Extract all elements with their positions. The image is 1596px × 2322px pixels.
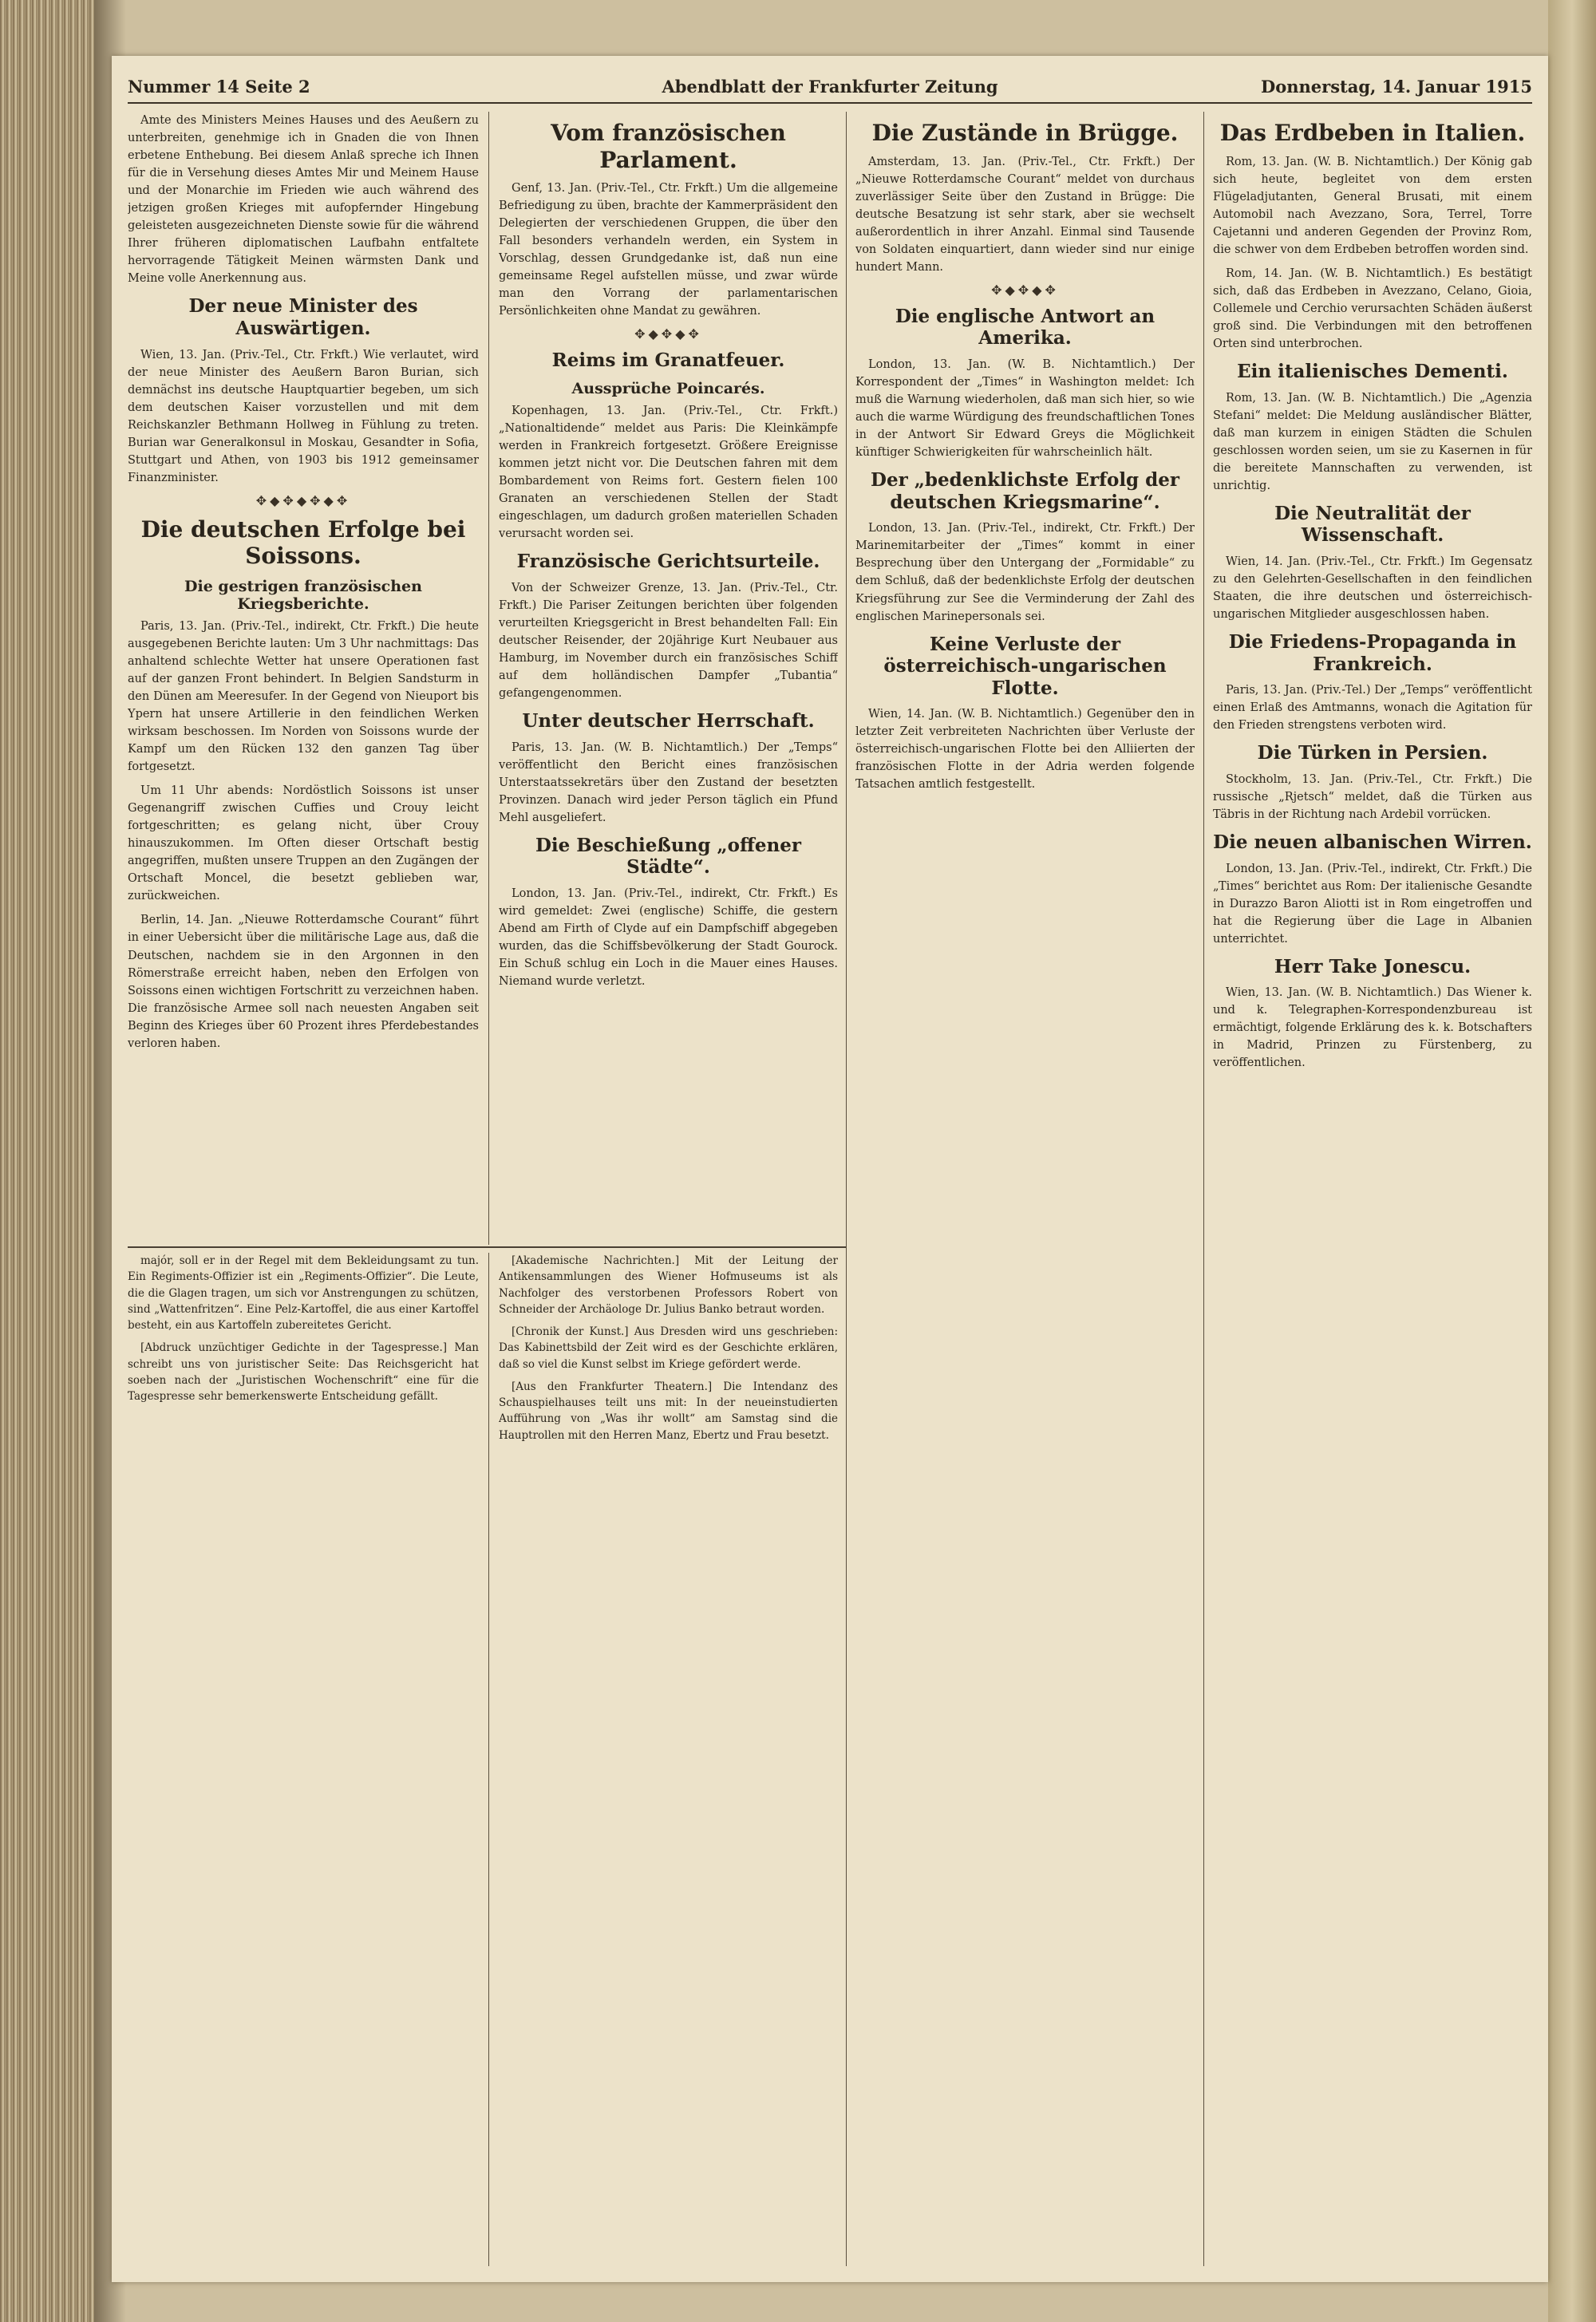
headline: Die Beschießung „offener Städte“. [535,834,801,879]
column-rule [488,112,489,1245]
divider-ornament: ✥◆✥◆✥◆✥ [255,492,351,508]
feuilleton-text: majór, soll er in der Regel mit dem Bekleidungsamt zu tun. Ein Regiments-Offizier ist ein „Regiments-Offizier“. Die Leute, die die Glagen tragen, um sich vor Anstrengungen zu schützen, sind „Wattenfritzen“. Eine Pelz-Kartoffel, die aus einer Kartoffel besteht, ein aus Kartoffeln zubereitetes Gericht. [128,1254,479,1332]
feuilleton-text: [Akademische Nachrichten.] Mit der Leitung der Antikensammlungen des Wiener Hofmuseums ist als Nachfolger des verstorbenen Professors Robert von Schneider der Archäologe Dr. Julius Banko betraut worden. [499,1254,838,1316]
feuilleton-rule [128,1246,846,1248]
article-text: London, 13. Jan. (W. B. Nichtamtlich.) Der Korrespondent der „Times“ in Washington meldet: Ich muß die Warnung wiederholen, daß man sich hier, so wie auch die warme Würdigung des freundschaftlichen Tones in der Antwort Sir Edward Greys die Möglichkeit künftiger Schwierigkeiten für wahrscheinlich hält. [855,358,1195,460]
article-text: Wien, 14. Jan. (Priv.-Tel., Ctr. Frkft.) Im Gegensatz zu den Gelehrten-Gesellschaften in den feindlichen Staaten, die ihre deutschen und österreichisch-ungarischen Mitglieder ausgeschlossen haben. [1213,555,1532,621]
headline: Die Friedens-Propaganda in Frankreich. [1228,631,1517,675]
feuilleton-text: [Abdruck unzüchtiger Gedichte in der Tagespresse.] Man schreibt uns von juristischer Seite: Das Reichsgericht hat soeben nach der „Juristischen Wochenschrift“ eine für die Tagespresse sehr bemerkenswerte Entscheidung gefällt. [128,1341,479,1403]
article-text: Genf, 13. Jan. (Priv.-Tel., Ctr. Frkft.) Um die allgemeine Befriedigung zu üben, brachte der Kammerpräsident den Delegierten der verschiedenen Gruppen, die über den Fall besonders verhandeln werden, ein System in Vorschlag, dessen Grundgedanke ist, daß nun eine gemeinsame Regel aufstellen müsse, und zwar würde man den Vorrang der parlamentarischen Persönlichkeiten ohne Mandat zu gewähren. [499,182,838,318]
article-text: Wien, 14. Jan. (W. B. Nichtamtlich.) Gegenüber den in letzter Zeit verbreiteten Nachrichten über Verluste der österreichisch-ungarischen Flotte bei den Alliierten der französischen Flotte in der Adria werden folgende Tatsachen amtlich festgestellt. [855,708,1195,792]
headline: Die englische Antwort an Amerika. [895,305,1156,349]
headline: Die neuen albanischen Wirren. [1213,831,1532,853]
headline: Der neue Minister des Auswärtigen. [188,295,418,339]
article-text: Wien, 13. Jan. (W. B. Nichtamtlich.) Das Wiener k. und k. Telegraphen-Korrespondenzbureau ist ermächtigt, folgende Erklärung des k. k. Botschafters in Madrid, Prinzen zu Fürstenberg, zu veröffentlichen. [1213,986,1532,1070]
column-2 [499,112,838,1241]
divider-ornament: ✥◆✥◆✥ [991,282,1059,298]
headline: Die Türken in Persien. [1257,742,1488,764]
article-text: Amte des Ministers Meines Hauses und des Aeußern zu unterbreiten, genehmige ich in Gnaden die von Ihnen erbetene Enthebung. Bei diesem Anlaß spreche ich Ihnen für die in Versehung dieses Amtes Mir und Meinem Hause und der Monarchie im Frieden wie auch während des jetzigen großen Krieges mit aufopfernder Hingebung geleisteten ausgezeichneten Dienste sowie für die während Ihrer früheren diplomatischen Laufbahn entfaltete hervorragende Tätigkeit Meinen wärmsten Dank und Meine volle Anerkennung aus. [128,114,479,286]
headline: Ein italienisches Dementi. [1237,360,1508,382]
subheadline: Aussprüche Poincarés. [571,380,765,398]
issue-page-number: Nummer 14 Seite 2 [128,77,310,97]
column-3 [855,112,1195,2258]
column-rule [1203,112,1204,2266]
headline: Das Erdbeben in Italien. [1219,120,1526,146]
issue-date: Donnerstag, 14. Januar 1915 [1261,77,1532,97]
headline: Vom französischen Parlament. [551,120,786,173]
headline: Unter deutscher Herrschaft. [522,710,815,733]
headline: Die Zustände in Brügge. [871,120,1179,146]
article-text: Rom, 13. Jan. (W. B. Nichtamtlich.) Die „Agenzia Stefani“ meldet: Die Meldung ausländischer Blätter, daß man kurzem in einigen Städten die Schulen geschlossen worden seien, um sie zu Kasernen in für die bereitete Mannschaften zu verwenden, ist unrichtig. [1213,391,1532,492]
article-text: London, 13. Jan. (Priv.-Tel., indirekt, Ctr. Frkft.) Die „Times“ berichtet aus Rom: Der italienische Gesandte in Durazzo Baron Aliotti ist in Rom eingetroffen und hat die Regierung über die Lage in Albanien unterrichtet. [1213,862,1532,946]
article-text: Um 11 Uhr abends: Nordöstlich Soissons ist unser Gegenangriff zwischen Cuffies und Crouy leicht fortgeschritten; es gelang nicht, über Crouy hinauszukommen. Im Often dieser Ortschaft bestig angegriffen, mußten unsere Truppen an den Zugängen der Ortschaft Moncel, die besetzt geblieben war, zurückweichen. [128,784,479,903]
headline: Die deutschen Erfolge bei Soissons. [140,515,466,570]
headline: Der „bedenklichste Erfolg der deutschen Kriegsmarine“. [871,469,1179,513]
column-1 [128,112,479,1241]
feuilleton-left [128,1253,479,2266]
article-text: Von der Schweizer Grenze, 13. Jan. (Priv.-Tel., Ctr. Frkft.) Die Pariser Zeitungen berichten über folgenden verurteilten Kriegsgericht in Brest behandelten Fall: Ein deutscher Reisender, der 20jährige Kurt Neubauer aus Hamburg, im November durch ein französisches Schiff auf dem holländischen Dampfer „Tubantia“ gefangengenommen. [499,581,838,701]
page-edge [1548,0,1596,2322]
article-text: Paris, 13. Jan. (Priv.-Tel.) Der „Temps“ veröffentlicht einen Erlaß des Amtmanns, wonach die Agitation für den Frieden strengstens verboten wird. [1213,684,1532,733]
newspaper-page [112,56,1548,2282]
article-text: Rom, 14. Jan. (W. B. Nichtamtlich.) Es bestätigt sich, daß das Erdbeben in Avezzano, Celano, Gioia, Collemele und Cerchio verursachten Schäden äußerst groß sind. Die Verbindungen mit den betroffenen Orten sind unterbrochen. [1213,267,1532,350]
feuilleton-text: [Chronik der Kunst.] Aus Dresden wird uns geschrieben: Das Kabinettsbild der Zeit wird es der Geschichte erklären, daß so viel die Kunst selbst im Kriege gefördert werde. [499,1325,838,1371]
subheadline: Die gestrigen französischen Kriegsberichte. [184,577,422,613]
article-text: Kopenhagen, 13. Jan. (Priv.-Tel., Ctr. Frkft.) „Nationaltidende“ meldet aus Paris: Die Kleinkämpfe werden in Frankreich fortgesetzt. Größere Ereignisse kommen jetzt nicht vor. Die Deutschen fahren mit dem Bombardement von Reims fort. Gestern fielen 100 Granaten an verschiedenen Stellen der Stadt eingeschlagen, um dadurch großen materiellen Schaden verursacht worden sei. [499,405,838,541]
article-text: Berlin, 14. Jan. „Nieuwe Rotterdamsche Courant“ führt in einer Uebersicht über die militärische Lage aus, daß die Deutschen, nachdem sie in den Argonnen in den Römerstraße erreicht haben, neben den Erfolgen von Soissons einen wichtigen Fortschritt zu verzeichnen haben. Die französische Armee soll nach neuesten Angaben seit Beginn des Krieges über 60 Prozent ihres Pferdebestandes verloren haben. [128,914,479,1050]
article-text: Paris, 13. Jan. (Priv.-Tel., indirekt, Ctr. Frkft.) Die heute ausgegebenen Berichte lauten: Um 3 Uhr nachmittags: Das anhaltend schlechte Wetter hat unsere Operationen fast auf der ganzen Front behindert. In Belgien Sandsturm in den Dünen am Meeresufer. In der Gegend von Nieuport bis Ypern hat unsere Artillerie in den feindlichen Werken wirksam beschossen. Im Norden von Soissons wurde der Kampf um den Rücken 132 den ganzen Tag über fortgesetzt. [128,619,479,774]
masthead [128,70,1532,104]
article-text: Stockholm, 13. Jan. (Priv.-Tel., Ctr. Frkft.) Die russische „Rjetsch“ meldet, daß die Türken aus Täbris in der Richtung nach Ardebil vorrücken. [1213,772,1532,821]
headline: Reims im Granatfeuer. [551,349,785,372]
headline: Französische Gerichtsurteile. [516,551,820,573]
article-text: Wien, 13. Jan. (Priv.-Tel., Ctr. Frkft.) Wie verlautet, wird der neue Minister des Aeußern Baron Burian, sich demnächst ins deutsche Hauptquartier begeben, um sich dem deutschen Kaiser vorzustellen und mit dem Reichskanzler Bethmann Hollweg in Fühlung zu treten. Burian war Generalkonsul in Moskau, Gesandter in Sofia, Stuttgart und Athen, von 1903 bis 1912 gemeinsamer Finanzminister. [128,348,479,484]
column-rule [846,112,847,2266]
article-text: Paris, 13. Jan. (W. B. Nichtamtlich.) Der „Temps“ veröffentlicht den Bericht eines französischen Unterstaatssekretärs über den Zustand der besetzten Provinzen. Danach wird jeder Person täglich ein Pfund Mehl ausgeliefert. [499,740,838,824]
headline: Die Neutralität der Wissenschaft. [1274,502,1471,547]
article-text: London, 13. Jan. (Priv.-Tel., indirekt, Ctr. Frkft.) Der Marinemitarbeiter der „Times“ kommt in einer Besprechung über den Untergang der „Formidable“ zu dem Schluß, daß der bedenklichste Erfolg der deutschen Kriegsführung zur See die Verminderung der Zahl des englischen Marinepersonals sei. [855,522,1195,623]
newspaper-title: Abendblatt der Frankfurter Zeitung [662,77,998,97]
divider-ornament: ✥◆✥◆✥ [634,326,702,342]
article-text: Rom, 13. Jan. (W. B. Nichtamtlich.) Der König gab sich heute, begleitet von dem ersten Flügeladjutanten, General Brusati, mit einem Automobil nach Avezzano, Sora, Terrel, Torre Cajetanni und anderen Gegenden der Provinz Rom, die schwer von dem Erdbeben betroffen worden sind. [1213,155,1532,256]
headline: Herr Take Jonescu. [1274,955,1472,977]
feuilleton-right [499,1253,838,2266]
column-rule [488,1253,489,2266]
column-4 [1213,112,1532,2258]
article-text: Amsterdam, 13. Jan. (Priv.-Tel., Ctr. Frkft.) Der „Nieuwe Rotterdamsche Courant“ meldet von durchaus zuverlässiger Seite über den Zustand in Brügge: Die deutsche Besatzung ist sehr stark, aber sie wechselt außerordentlich in ihrer Anzahl. Einmal sind Tausende von Soldaten einquartiert, dann wieder sind nur einige hundert Mann. [855,155,1195,274]
book-binding [0,0,94,2322]
feuilleton-text: [Aus den Frankfurter Theatern.] Die Intendanz des Schauspielhauses teilt uns mit: In der neueinstudierten Aufführung von „Was ihr wollt“ am Samstag sind die Hauptrollen mit den Herren Manz, Ebertz und Frau besetzt. [499,1380,838,1442]
headline: Keine Verluste der österreichisch-ungarischen Flotte. [883,633,1167,699]
article-text: London, 13. Jan. (Priv.-Tel., indirekt, Ctr. Frkft.) Es wird gemeldet: Zwei (englische) Schiffe, die gestern Abend am Firth of Clyde auf ein Dampfschiff abgegeben wurden, das die Schiffsbevölkerung der Stadt Gourock. Ein Schuß schlug ein Loch in die Mauer eines Hauses. Niemand wurde verletzt. [499,887,838,989]
